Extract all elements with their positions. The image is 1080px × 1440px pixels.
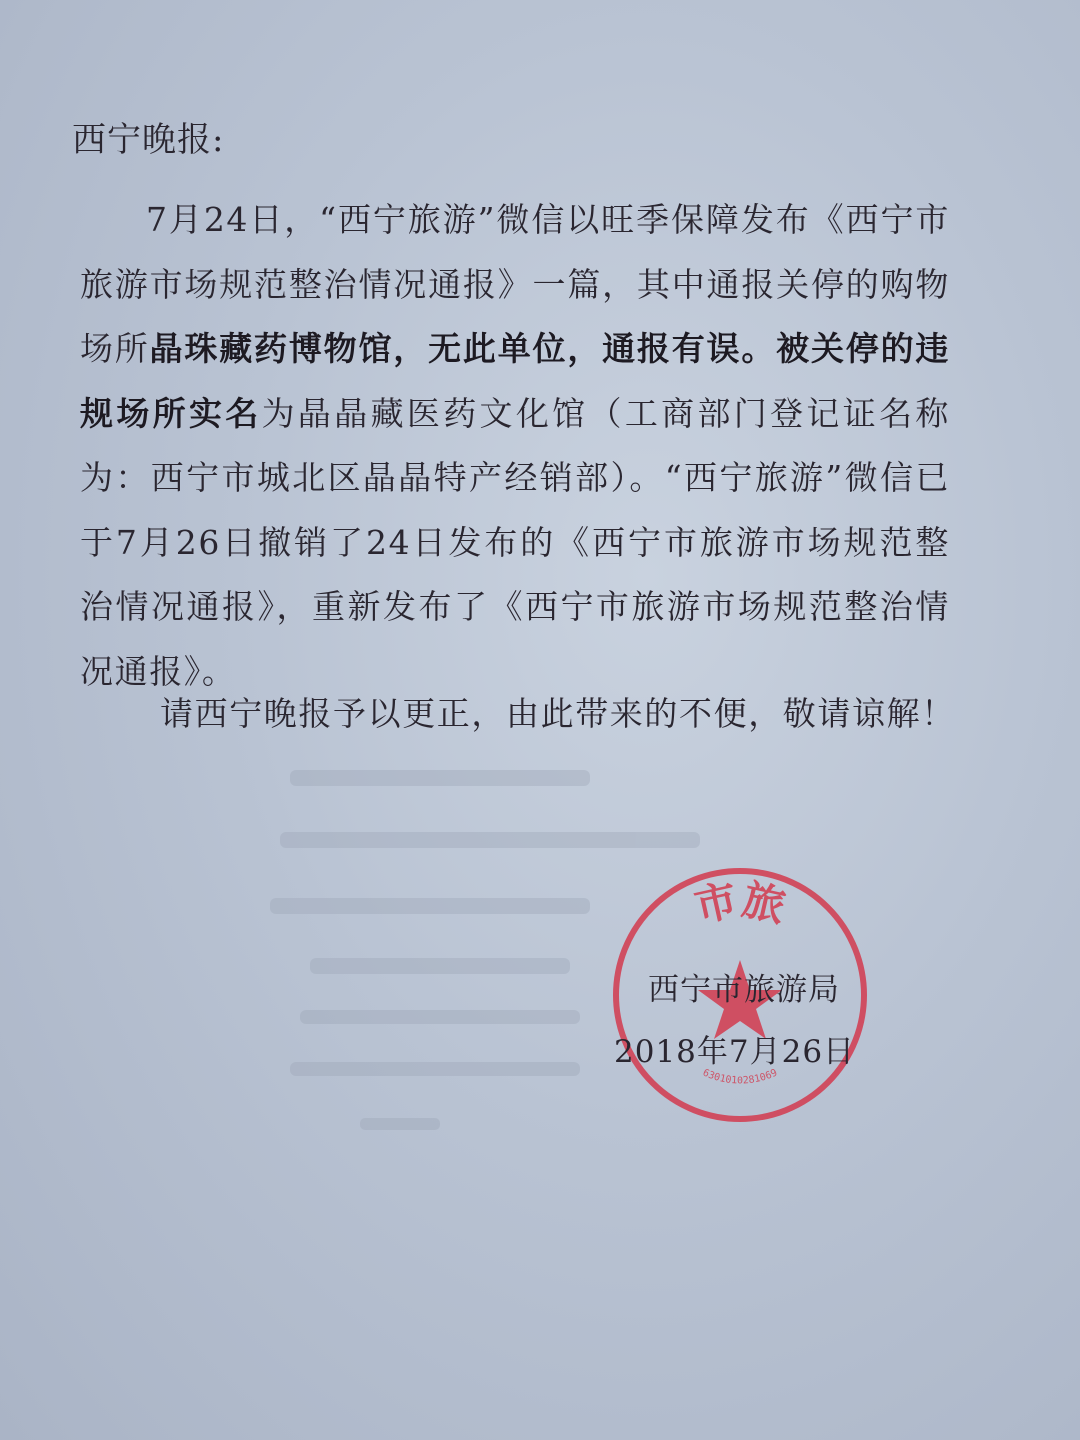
signature-issuer: 西宁市旅游局 [648, 972, 840, 1008]
seal-serial-number: 6301010281069 [700, 1067, 780, 1087]
svg-text:市旅 [690, 875, 790, 932]
seal-top-text: 市旅 [690, 874, 790, 932]
body-text-part-1: 7月24日，“西宁旅游”微信以旺季保障发布《西宁市旅游市场规范整治情况通报》一篇，其中通报关停的购物场所 [80, 200, 950, 368]
issue-date: 2018年7月26日 [614, 1034, 856, 1070]
body-text-part-2: 为晶晶藏医药文化馆（工商部门登记证名称为：西宁市城北区晶晶特产经销部）。“西宁旅游”微信已于7月26日撤销了24日发布的《西宁市旅游市场规范整治情况通报》，重新发布了《西宁市旅游市场规范整治情况通报》。 [80, 393, 950, 691]
body-paragraph [80, 188, 950, 704]
body-text-bold: 晶珠藏药博物馆，无此单位，通报有误。被关停的违规场所实名 [80, 329, 950, 433]
closing-line: 请西宁晚报予以更正，由此带来的不便，敬请谅解！ [160, 694, 956, 733]
salutation: 西宁晚报: [72, 120, 225, 160]
